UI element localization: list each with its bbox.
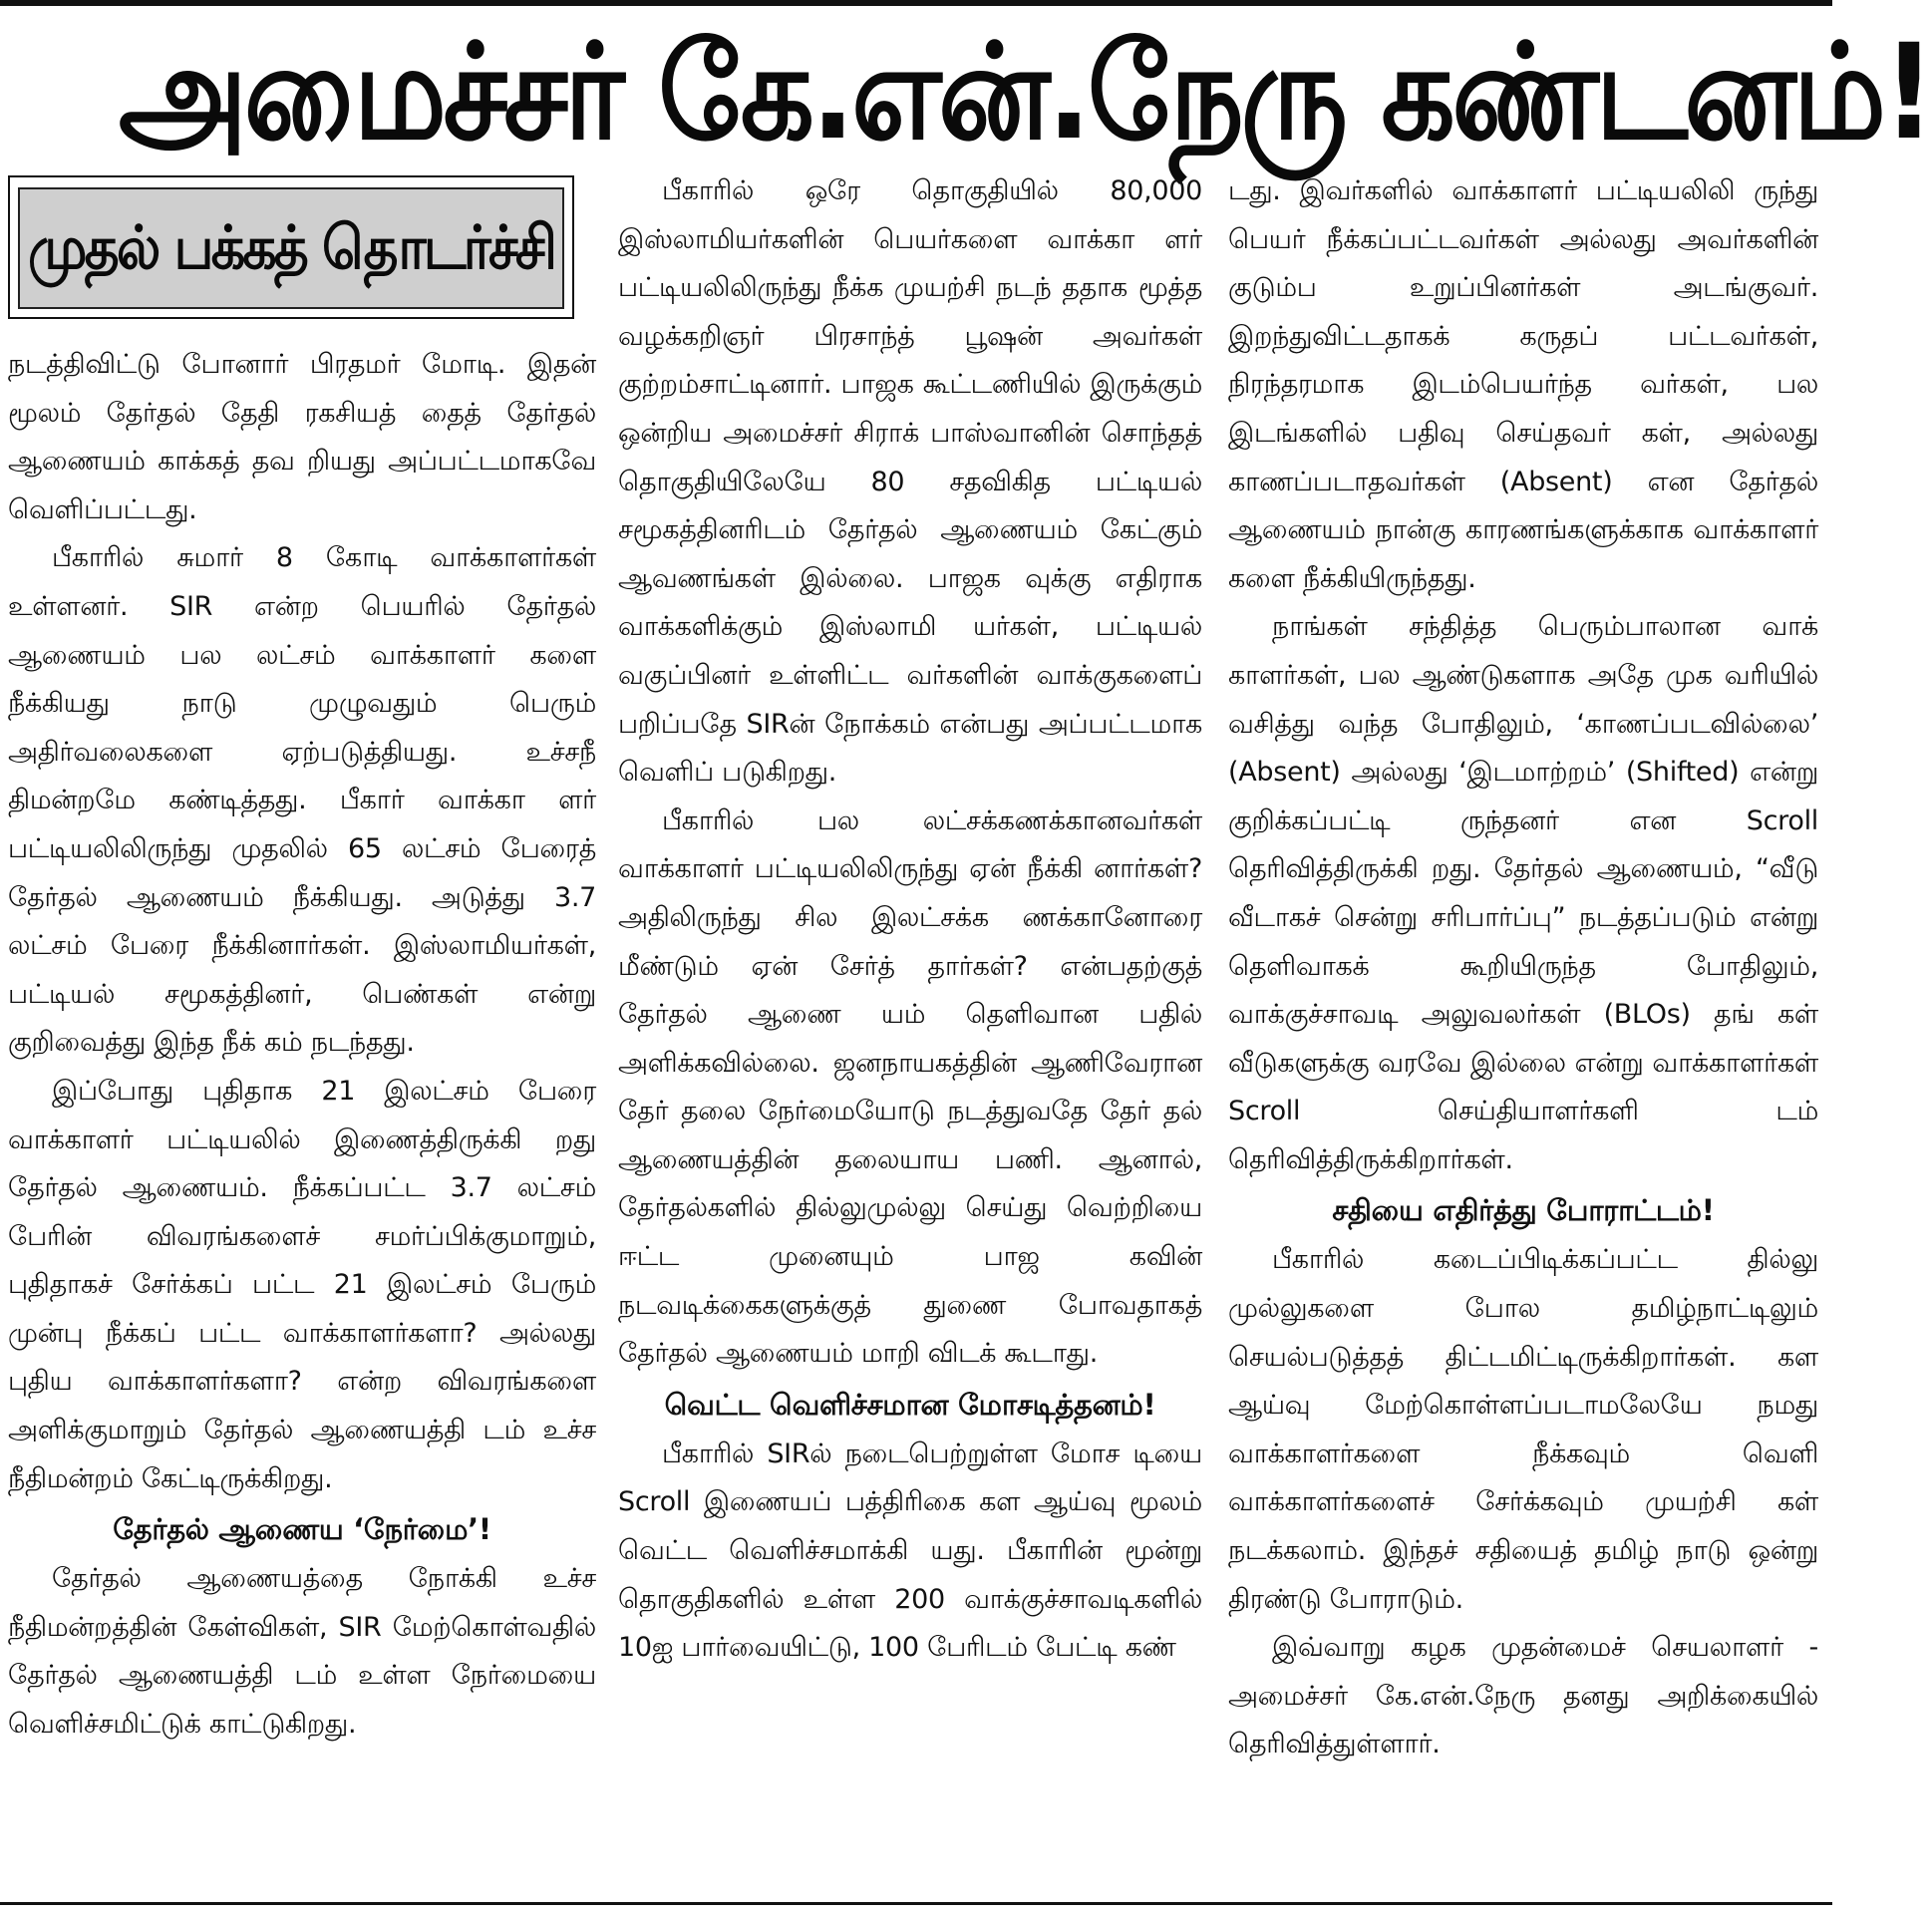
continued-label: முதல் பக்கத் தொடர்ச்சி [27,212,555,283]
paragraph: நடத்திவிட்டு போனார் பிரதமர் மோடி. இதன் மூலம் தேர்தல் தேதி ரகசியத் தைத் தேர்தல் ஆணையம் காக்கத் தவ றியது அப்பட்டமாகவே வெளிப்பட்டது. [8,349,596,525]
article-column-1 [8,167,596,1898]
paragraph: நாங்கள் சந்தித்த பெரும்பாலான வாக் காளர்கள், பல ஆண்டுகளாக அதே முக வரியில் வசித்து வந்த போதிலும், ‘காணப்படவில்லை’ (Absent) அல்லது ‘இடமாற்றம்’ (Shifted) என்று குறிக்கப்பட்டி ருந்தனர் என Scroll தெரிவித்திருக்கி றது. தேர்தல் ஆணையம், “வீடு வீடாகச் சென்று சரிபார்ப்பு” நடத்தப்படும் என்று தெளிவாகக் கூறியிருந்த போதிலும், வாக்குச்சாவடி அலுவலர்கள் (BLOs) தங் கள் வீடுகளுக்கு வரவே இல்லை என்று வாக்காளர்கள் Scroll செய்தியாளர்களி டம் தெரிவித்திருக்கிறார்கள். [1228,611,1818,1175]
paragraph: பீகாரில் SIRல் நடைபெற்றுள்ள மோச டியை Scroll இணையப் பத்திரிகை கள ஆய்வு மூலம் வெட்ட வெளிச்சமாக்கி யது. பீகாரின் மூன்று தொகுதிகளில் உள்ள 200 வாக்குச்சாவடிகளில் 10ஐ பார்வையிட்டு, 100 பேரிடம் பேட்டி கண் [618,1438,1202,1664]
subheading: சதியை எதிர்த்து போராட்டம்! [1332,1193,1715,1228]
paragraph: பீகாரில் சுமார் 8 கோடி வாக்காளர்கள் உள்ளனர். SIR என்ற பெயரில் தேர்தல் ஆணையம் பல லட்சம் வாக்காளர் களை நீக்கியது நாடு முழுவதும் பெரும் அதிர்வலைகளை ஏற்படுத்தியது. உச்சநீ திமன்றமே கண்டித்தது. பீகார் வாக்கா ளர் பட்டியலிலிருந்து முதலில் 65 லட்சம் பேரைத் தேர்தல் ஆணையம் நீக்கியது. அடுத்து 3.7 லட்சம் பேரை நீக்கினார்கள். இஸ்லாமியர்கள், பட்டியல் சமூகத்தினர், பெண்கள் என்று குறிவைத்து இந்த நீக் கம் நடந்தது. [8,542,596,1059]
paragraph: பீகாரில் ஒரே தொகுதியில் 80,000 இஸ்லாமியர்களின் பெயர்களை வாக்கா ளர் பட்டியலிலிருந்து நீக்க முயற்சி நடந் ததாக மூத்த வழக்கறிஞர் பிரசாந்த் பூஷன் அவர்கள் குற்றம்சாட்டினார். பாஜக கூட்டணியில் இருக்கும் ஒன்றிய அமைச்சர் சிராக் பாஸ்வானின் சொந்தத் தொகுதியிலேயே 80 சதவிகித பட்டியல் சமூகத்தினரிடம் தேர்தல் ஆணையம் கேட்கும் ஆவணங்கள் இல்லை. பாஜக வுக்கு எதிராக வாக்களிக்கும் இஸ்லாமி யர்கள், பட்டியல் வகுப்பினர் உள்ளிட்ட வர்களின் வாக்குகளைப் பறிப்பதே SIRன் நோக்கம் என்பது அப்பட்டமாக வெளிப் படுகிறது. [618,175,1202,789]
paragraph: இப்போது புதிதாக 21 இலட்சம் பேரை வாக்காளர் பட்டியலில் இணைத்திருக்கி றது தேர்தல் ஆணையம். நீக்கப்பட்ட 3.7 லட்சம் பேரின் விவரங்களைச் சமர்ப்பிக்குமாறும், புதிதாகச் சேர்க்கப் பட்ட 21 இலட்சம் பேரும் முன்பு நீக்கப் பட்ட வாக்காளர்களா? அல்லது புதிய வாக்காளர்களா? என்ற விவரங்களை அளிக்குமாறும் தேர்தல் ஆணையத்தி டம் உச்ச நீதிமன்றம் கேட்டிருக்கிறது. [8,1075,596,1494]
paragraph: பீகாரில் கடைப்பிடிக்கப்பட்ட தில்லு முல்லுகளை போல தமிழ்நாட்டிலும் செயல்படுத்தத் திட்டமிட்டிருக்கிறார்கள். கள ஆய்வு மேற்கொள்ளப்படாமலேயே நமது வாக்காளர்களை நீக்கவும் வெளி வாக்காளர்களைச் சேர்க்கவும் முயற்சி கள் நடக்கலாம். இந்தச் சதியைத் தமிழ் நாடு ஒன்று திரண்டு போராடும். [1228,1244,1818,1615]
subheading: வெட்ட வெளிச்சமான மோசடித்தனம்! [664,1387,1156,1422]
article-column-2 [618,167,1202,1898]
paragraph: டது. இவர்களில் வாக்காளர் பட்டியலிலி ருந்து பெயர் நீக்கப்பட்டவர்கள் அல்லது அவர்களின் குடும்ப உறுப்பினர்கள் அடங்குவர். இறந்துவிட்டதாகக் கருதப் பட்டவர்கள், நிரந்தரமாக இடம்பெயர்ந்த வர்கள், பல இடங்களில் பதிவு செய்தவர் கள், அல்லது காணப்படாதவர்கள் (Absent) என தேர்தல் ஆணையம் நான்கு காரணங்களுக்காக வாக்காளர் களை நீக்கியிருந்தது. [1228,175,1818,594]
headline: அமைச்சர் கே.என்.நேரு கண்டனம்! [119,16,1932,169]
top-rule [0,0,1832,6]
paragraph: பீகாரில் பல லட்சக்கணக்கானவர்கள் வாக்காளர் பட்டியலிலிருந்து ஏன் நீக்கி னார்கள்? அதிலிருந்து சில இலட்சக்க ணக்கானோரை மீண்டும் ஏன் சேர்த் தார்கள்? என்பதற்குத் தேர்தல் ஆணை யம் தெளிவான பதில் அளிக்கவில்லை. ஜனநாயகத்தின் ஆணிவேரான தேர் தலை நேர்மையோடு நடத்துவதே தேர் தல் ஆணையத்தின் தலையாய பணி. ஆனால், தேர்தல்களில் தில்லுமுல்லு செய்து வெற்றியை ஈட்ட முனையும் பாஜ கவின் நடவடிக்கைகளுக்குத் துணை போவதாகத் தேர்தல் ஆணையம் மாறி விடக் கூடாது. [618,804,1202,1370]
paragraph: இவ்வாறு கழக முதன்மைச் செயலாளர் - அமைச்சர் கே.என்.நேரு தனது அறிக்கையில் தெரிவித்துள்ளார். [1228,1632,1818,1760]
continued-from-front-page-box [8,175,574,319]
subheading: தேர்தல் ஆணைய ‘நேர்மை’! [113,1512,491,1547]
article-column-3 [1228,167,1818,1898]
bottom-rule [0,1902,1832,1905]
paragraph: தேர்தல் ஆணையத்தை நோக்கி உச்ச நீதிமன்றத்தின் கேள்விகள், SIR மேற்கொள்வதில் தேர்தல் ஆணையத்தி டம் உள்ள நேர்மையை வெளிச்சமிட்டுக் காட்டுகிறது. [8,1563,596,1741]
